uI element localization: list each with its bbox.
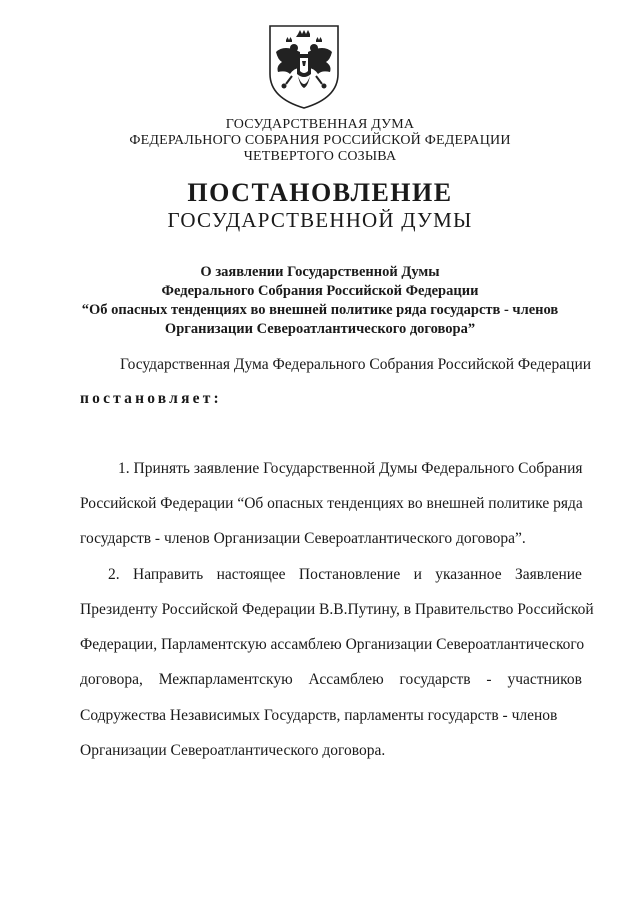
item2-word: настоящее <box>216 566 286 583</box>
item1-line2: Российской Федерации “Об опасных тенденциях во внешней политике ряда <box>80 495 583 512</box>
item2-line3: Федерации, Парламентскую ассамблею Организации Североатлантического <box>80 636 585 653</box>
subject-line1: О заявлении Государственной Думы <box>200 264 440 280</box>
item2-word: и <box>413 566 422 583</box>
item1-line1: 1. Принять заявление Государственной Думы Федерального Собрания <box>118 460 583 477</box>
item2-word: - <box>486 671 492 688</box>
org-name-line2: ФЕДЕРАЛЬНОГО СОБРАНИЯ РОССИЙСКОЙ ФЕДЕРАЦИИ <box>129 133 511 148</box>
subject-line2: Федерального Собрания Российской Федерации <box>161 283 479 299</box>
item2-word: Направить <box>133 566 204 583</box>
item2-word: указанное <box>435 566 502 583</box>
item2-word: договора, <box>80 671 143 688</box>
item2-word: 2. <box>108 566 120 583</box>
item2-word: Заявление <box>514 566 582 583</box>
item2-line6: Организации Североатлантического договора. <box>80 742 386 759</box>
item2-line2: Президенту Российской Федерации В.В.Путину, в Правительство Российской <box>80 601 594 618</box>
item2-word: государств <box>399 671 471 688</box>
subject-line3: “Об опасных тенденциях во внешней политике ряда государств - членов <box>81 302 559 318</box>
document-type-subtitle: ГОСУДАРСТВЕННОЙ ДУМЫ <box>167 208 473 232</box>
item2-word: участников <box>507 671 582 688</box>
item2-word: Постановление <box>298 566 401 583</box>
convocation-line: ЧЕТВЕРТОГО СОЗЫВА <box>243 149 397 164</box>
subject-line4: Организации Североатлантического договора” <box>164 321 476 337</box>
item1-line3: государств - членов Организации Североатлантического договора”. <box>80 530 526 547</box>
item2-line5: Содружества Независимых Государств, парламенты государств - членов <box>80 707 558 724</box>
item2-word: Ассамблею <box>308 671 384 688</box>
coat-of-arms-icon <box>264 22 344 112</box>
org-name-line1: ГОСУДАРСТВЕННАЯ ДУМА <box>225 117 415 132</box>
decree-word: постановляет: <box>80 390 222 407</box>
document-type-title: ПОСТАНОВЛЕНИЕ <box>187 178 453 207</box>
intro-paragraph: Государственная Дума Федерального Собрания Российской Федерации <box>120 356 592 373</box>
item2-word: Межпарламентскую <box>158 671 293 688</box>
item2-line4 <box>80 671 582 689</box>
item2-line1 <box>108 566 582 584</box>
